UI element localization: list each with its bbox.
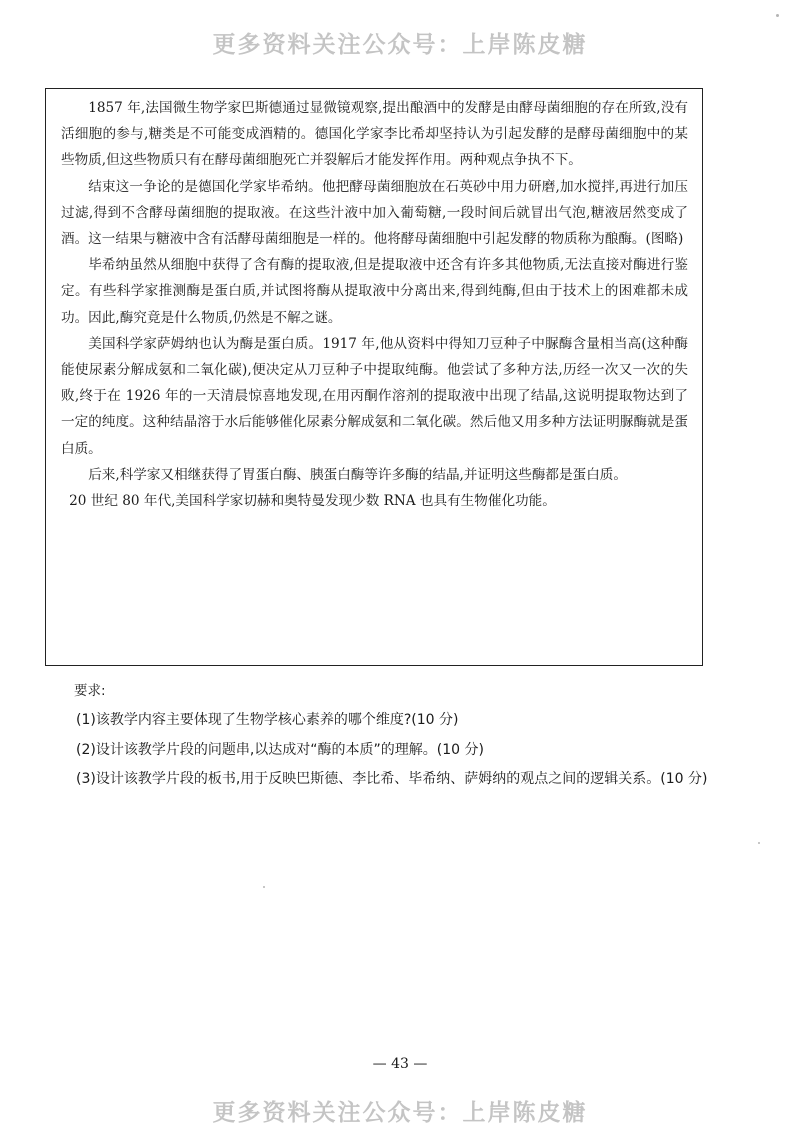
watermark-top: 更多资料关注公众号：上岸陈皮糖 (212, 32, 588, 58)
scan-speck (758, 842, 760, 844)
reading-material-box (45, 88, 703, 666)
scan-speck (776, 14, 779, 17)
requirement-item-1: (1)该教学内容主要体现了生物学核心素养的哪个维度?(10 分) (76, 712, 459, 728)
reading-paragraph-4: 美国科学家萨姆纳也认为酶是蛋白质。1917 年,他从资料中得知刀豆种子中脲酶含量相当高(这种酶能使尿素分解成氨和二氧化碳),便决定从刀豆种子中提取纯酶。他尝试了多种方法,历经一次又一次的失败,终于在 1926 年的一天清晨惊喜地发现,在用丙酮作溶剂的提取液中出现了结晶,这说明提取物达到了一定的纯度。这种结晶溶于水后能够催化尿素分解成氨和二氧化碳。然后他又用多种方法证明脲酶就是蛋白质。 (61, 335, 688, 457)
requirement-item-2: (2)设计该教学片段的问题串,以达成对“酶的本质”的理解。(10 分) (76, 741, 484, 758)
reading-paragraph-6: 20 世纪 80 年代,美国科学家切赫和奥特曼发现少数 RNA 也具有生物催化功能。 (69, 493, 556, 510)
reading-paragraph-1: 1857 年,法国微生物学家巴斯德通过显微镜观察,提出酿酒中的发酵是由酵母菌细胞的存在所致,没有活细胞的参与,糖类是不可能变成酒精的。德国化学家李比希却坚持认为引起发酵的是酵母菌细胞中的某些物质,但这些物质只有在酵母菌细胞死亡并裂解后才能发挥作用。两种观点争执不下。 (61, 100, 688, 169)
reading-paragraph-5: 后来,科学家又相继获得了胃蛋白酶、胰蛋白酶等许多酶的结晶,并证明这些酶都是蛋白质。 (88, 466, 627, 483)
watermark-bottom: 更多资料关注公众号：上岸陈皮糖 (212, 1100, 588, 1126)
page-number: — 43 — (372, 1056, 428, 1072)
requirement-item-3: (3)设计该教学片段的板书,用于反映巴斯德、李比希、毕希纳、萨姆纳的观点之间的逻辑关系。(10 分) (76, 771, 708, 787)
requirements-section (62, 676, 712, 795)
requirements-title: 要求: (74, 683, 106, 699)
reading-paragraph-2: 结束这一争论的是德国化学家毕希纳。他把酵母菌细胞放在石英砂中用力研磨,加水搅拌,再进行加压过滤,得到不含酵母菌细胞的提取液。在这些汁液中加入葡萄糖,一段时间后就冒出气泡,糖液居然变成了酒。这一结果与糖液中含有活酵母菌细胞是一样的。他将酵母菌细胞中引起发酵的物质称为酿酶。(图略) (61, 178, 688, 248)
scan-speck (263, 886, 265, 888)
reading-paragraph-3: 毕希纳虽然从细胞中获得了含有酶的提取液,但是提取液中还含有许多其他物质,无法直接对酶进行鉴定。有些科学家推测酶是蛋白质,并试图将酶从提取液中分离出来,得到纯酶,但由于技术上的困难都未成功。因此,酶究竟是什么物质,仍然是不解之谜。 (61, 257, 688, 326)
